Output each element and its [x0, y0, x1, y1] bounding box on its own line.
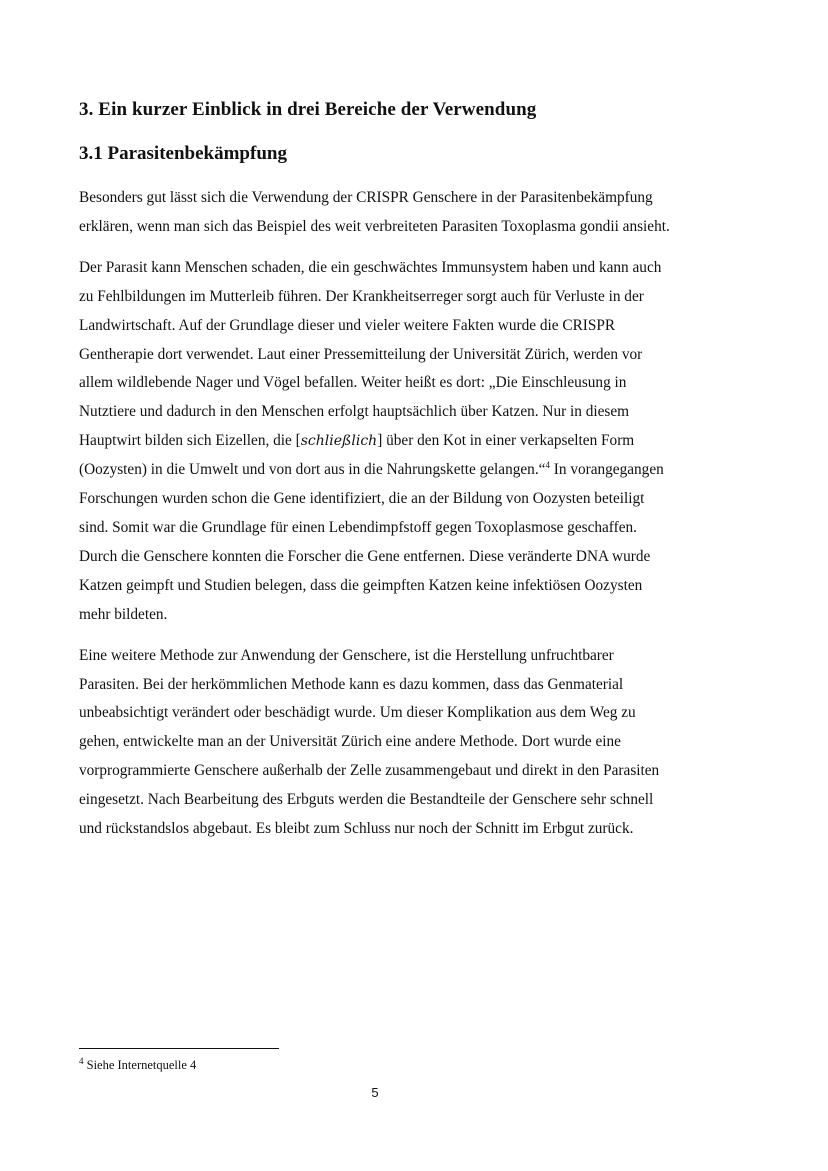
paragraph-2-text-b: ] über den Kot in einer verkapselten Form (Oozysten) in die Umwelt und von dort aus in die Nahrungskette gelangen.“: [79, 432, 635, 479]
subsection-heading: 3.1 Parasitenbekämpfung: [79, 143, 287, 164]
footnote-separator: [79, 1048, 279, 1049]
paragraph-2-italic-word: schließlich: [300, 433, 378, 450]
footnote: [79, 1057, 196, 1073]
footnote-number: 4: [79, 1055, 84, 1066]
paragraph-2-text-c: In vorangegangen Forschungen wurden schon die Gene identifiziert, die an der Bildung von Oozysten beteiligt sind. Somit war die Grundlage für einen Lebendimpfstoff gegen Toxoplasmose geschaffen. Durch die Genschere konnten die Forscher die Gene entfernen. Diese veränderte DNA wurde Katzen geimpft und Studien belegen, dass die geimpften Katzen keine infektiösen Oozysten mehr bildeten.: [79, 461, 664, 623]
paragraph-1: [79, 184, 671, 242]
paragraph-3-text: Eine weitere Methode zur Anwendung der Genschere, ist die Herstellung unfruchtbarer Parasiten. Bei der herkömmlichen Methode kann es dazu kommen, dass das Genmaterial unbeabsichtigt verändert oder beschädigt wurde. Um dieser Komplikation aus dem Weg zu gehen, entwickelte man an der Universität Zürich eine andere Methode. Dort wurde eine vorprogrammierte Genschere außerhalb der Zelle zusammengebaut und direkt in den Parasiten eingesetzt. Nach Bearbeitung des Erbguts werden die Bestandteile der Genschere sehr schnell und rückstandslos abgebaut. Es bleibt zum Schluss nur noch der Schnitt im Erbgut zurück.: [79, 646, 660, 838]
paragraph-1-text: Besonders gut lässt sich die Verwendung der CRISPR Genschere in der Parasitenbekämpfung erklären, wenn man sich das Beispiel des weit verbreiteten Parasiten Toxoplasma gondii ansieht.: [79, 189, 670, 235]
footnote-reference: 4: [545, 460, 550, 471]
page-number: 5: [371, 1085, 379, 1100]
paragraph-2: [79, 254, 671, 630]
paragraph-2-text-a: Der Parasit kann Menschen schaden, die ein geschwächtes Immunsystem haben und kann auch zu Fehlbildungen im Mutterleib führen. Der Krankheitserreger sorgt auch für Verluste in der Landwirtschaft. Auf der Grundlage dieser und vieler weitere Fakten wurde die CRISPR Gentherapie dort verwendet. Laut einer Pressemitteilung der Universität Zürich, werden vor allem wildlebende Nager und Vögel befallen. Weiter heißt es dort: „Die Einschleusung in Nutztiere und dadurch in den Menschen erfolgt hauptsächlich über Katzen. Nur in diesem Hauptwirt bilden sich Eizellen, die [: [79, 258, 662, 450]
section-heading: 3. Ein kurzer Einblick in drei Bereiche der Verwendung: [79, 99, 537, 120]
page-content: [79, 92, 671, 844]
footnote-text: Siehe Internetquelle 4: [83, 1058, 197, 1072]
paragraph-3: [79, 642, 671, 844]
